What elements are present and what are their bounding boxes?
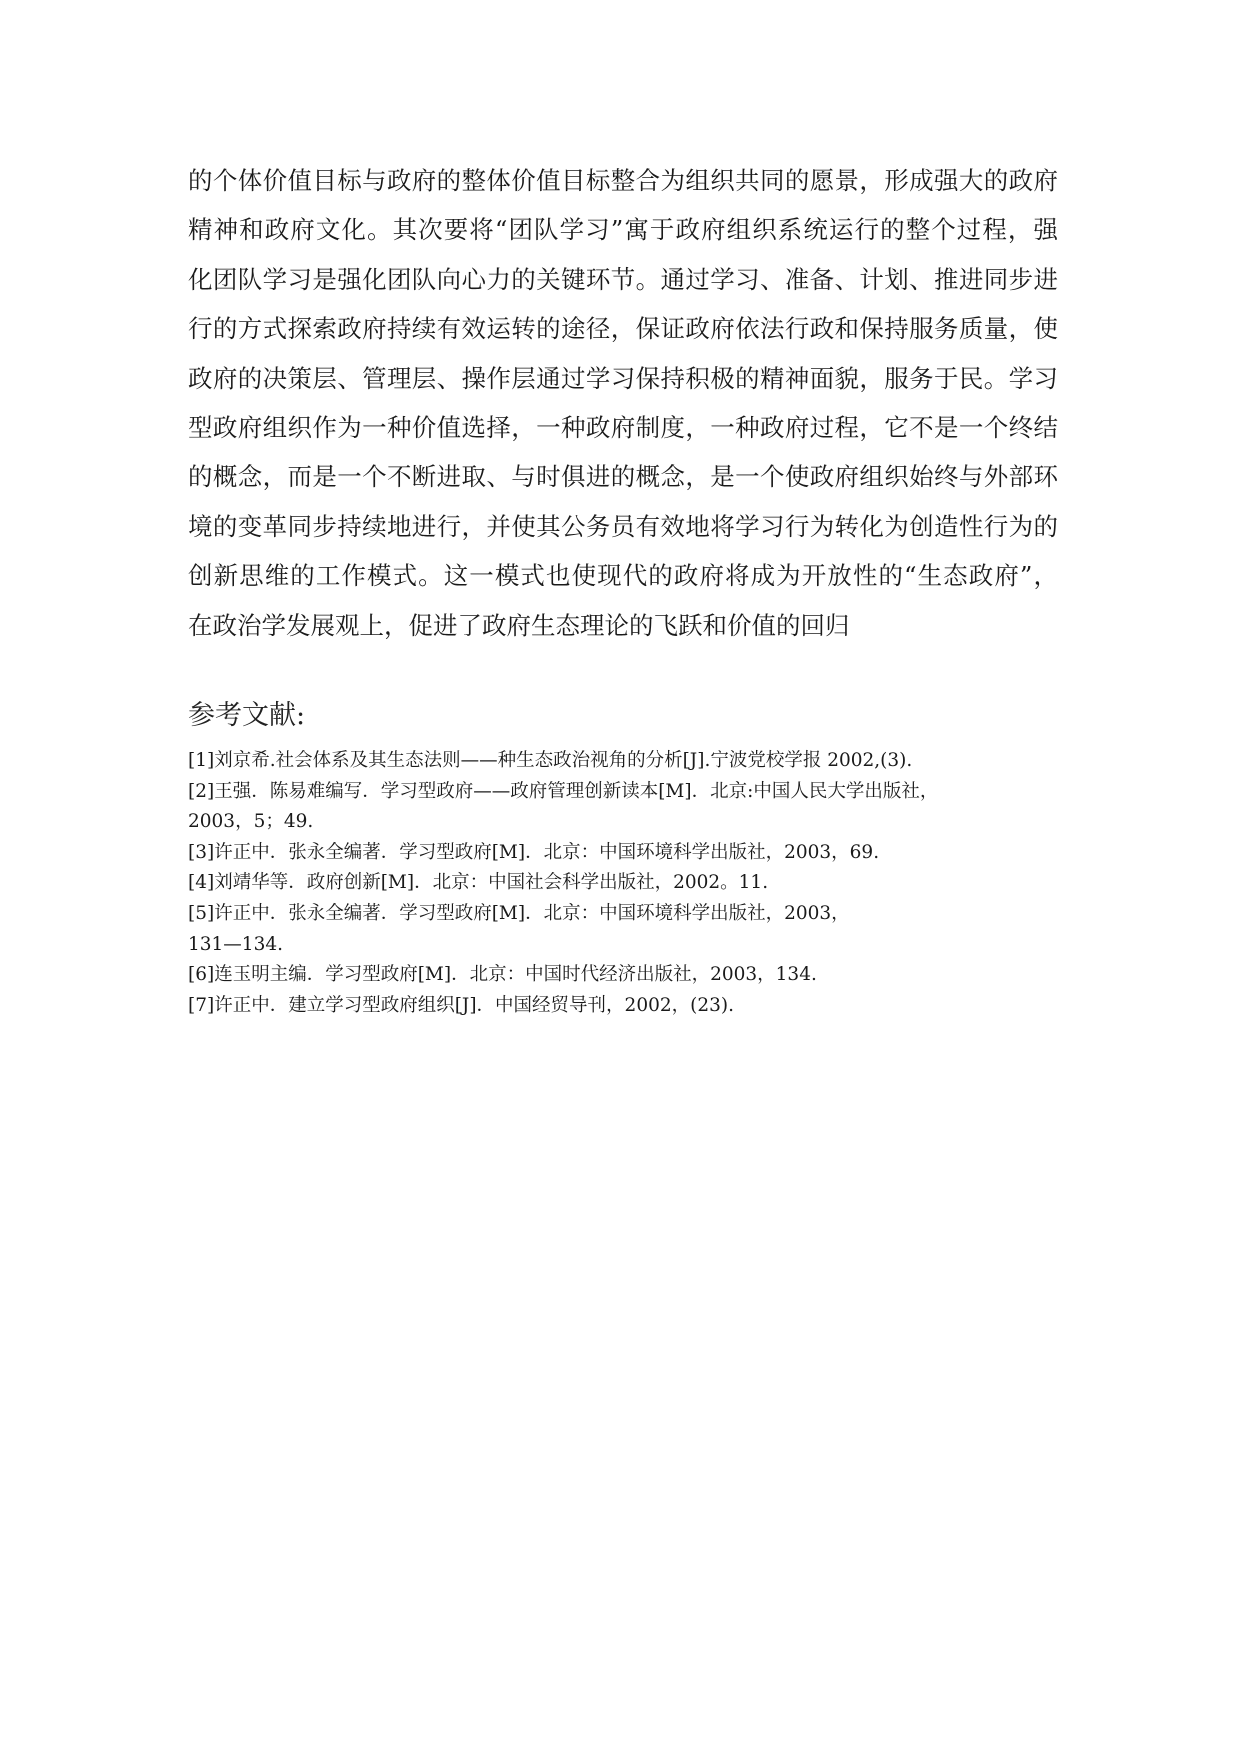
- references-list: [188, 746, 1068, 1021]
- paragraph-line: 精神和政府文化。其次要将“团队学习”寓于政府组织系统运行的整个过程，强: [188, 215, 1058, 245]
- reference-line: [6]连玉明主编．学习型政府[M]．北京：中国时代经济出版社，2003，134.: [188, 964, 817, 986]
- paragraph-line: 化团队学习是强化团队向心力的关键环节。通过学习、准备、计划、推进同步进: [188, 264, 1058, 294]
- reference-line: [3]许正中．张永全编著．学习型政府[M]．北京：中国环境科学出版社，2003，69.: [188, 841, 880, 863]
- reference-line: [2]王强．陈易难编写．学习型政府——政府管理创新读本[M]．北京:中国人民大学出版社，: [188, 780, 939, 802]
- reference-line: [7]许正中．建立学习型政府组织[J]．中国经贸导刊，2002，(23).: [188, 994, 734, 1016]
- paragraph-line: 行的方式探索政府持续有效运转的途径，保证政府依法行政和保持服务质量，使: [188, 314, 1058, 344]
- reference-line: [5]许正中．张永全编著．学习型政府[M]．北京：中国环境科学出版社，2003，: [188, 902, 850, 924]
- paragraph-line: 的个体价值目标与政府的整体价值目标整合为组织共同的愿景，形成强大的政府: [188, 166, 1058, 195]
- paragraph-line: 创新思维的工作模式。这一模式也使现代的政府将成为开放性的“生态政府”，: [188, 561, 1058, 591]
- paragraph-line: 在政治学发展观上，促进了政府生态理论的飞跃和价值的回归: [188, 610, 850, 640]
- paragraph-line: 型政府组织作为一种价值选择，一种政府制度，一种政府过程，它不是一个终结: [188, 412, 1058, 442]
- paragraph-line: 境的变革同步持续地进行，并使其公务员有效地将学习行为转化为创造性行为的: [188, 511, 1058, 541]
- paragraph-line: 的概念，而是一个不断进取、与时俱进的概念，是一个使政府组织始终与外部环: [188, 462, 1058, 492]
- references-heading: 参考文献:: [188, 700, 306, 731]
- reference-line: [1]刘京希.社会体系及其生态法则——种生态政治视角的分析[J].宁波党校学报 2002,(3).: [188, 750, 913, 771]
- reference-line: 2003，5；49.: [188, 811, 314, 833]
- reference-line: [4]刘靖华等．政府创新[M]．北京：中国社会科学出版社，2002。11.: [188, 872, 769, 894]
- paragraph-line: 政府的决策层、管理层、操作层通过学习保持积极的精神面貌，服务于民。学习: [188, 363, 1058, 393]
- body-paragraph: [188, 156, 1058, 650]
- reference-line: 131—134.: [188, 933, 284, 955]
